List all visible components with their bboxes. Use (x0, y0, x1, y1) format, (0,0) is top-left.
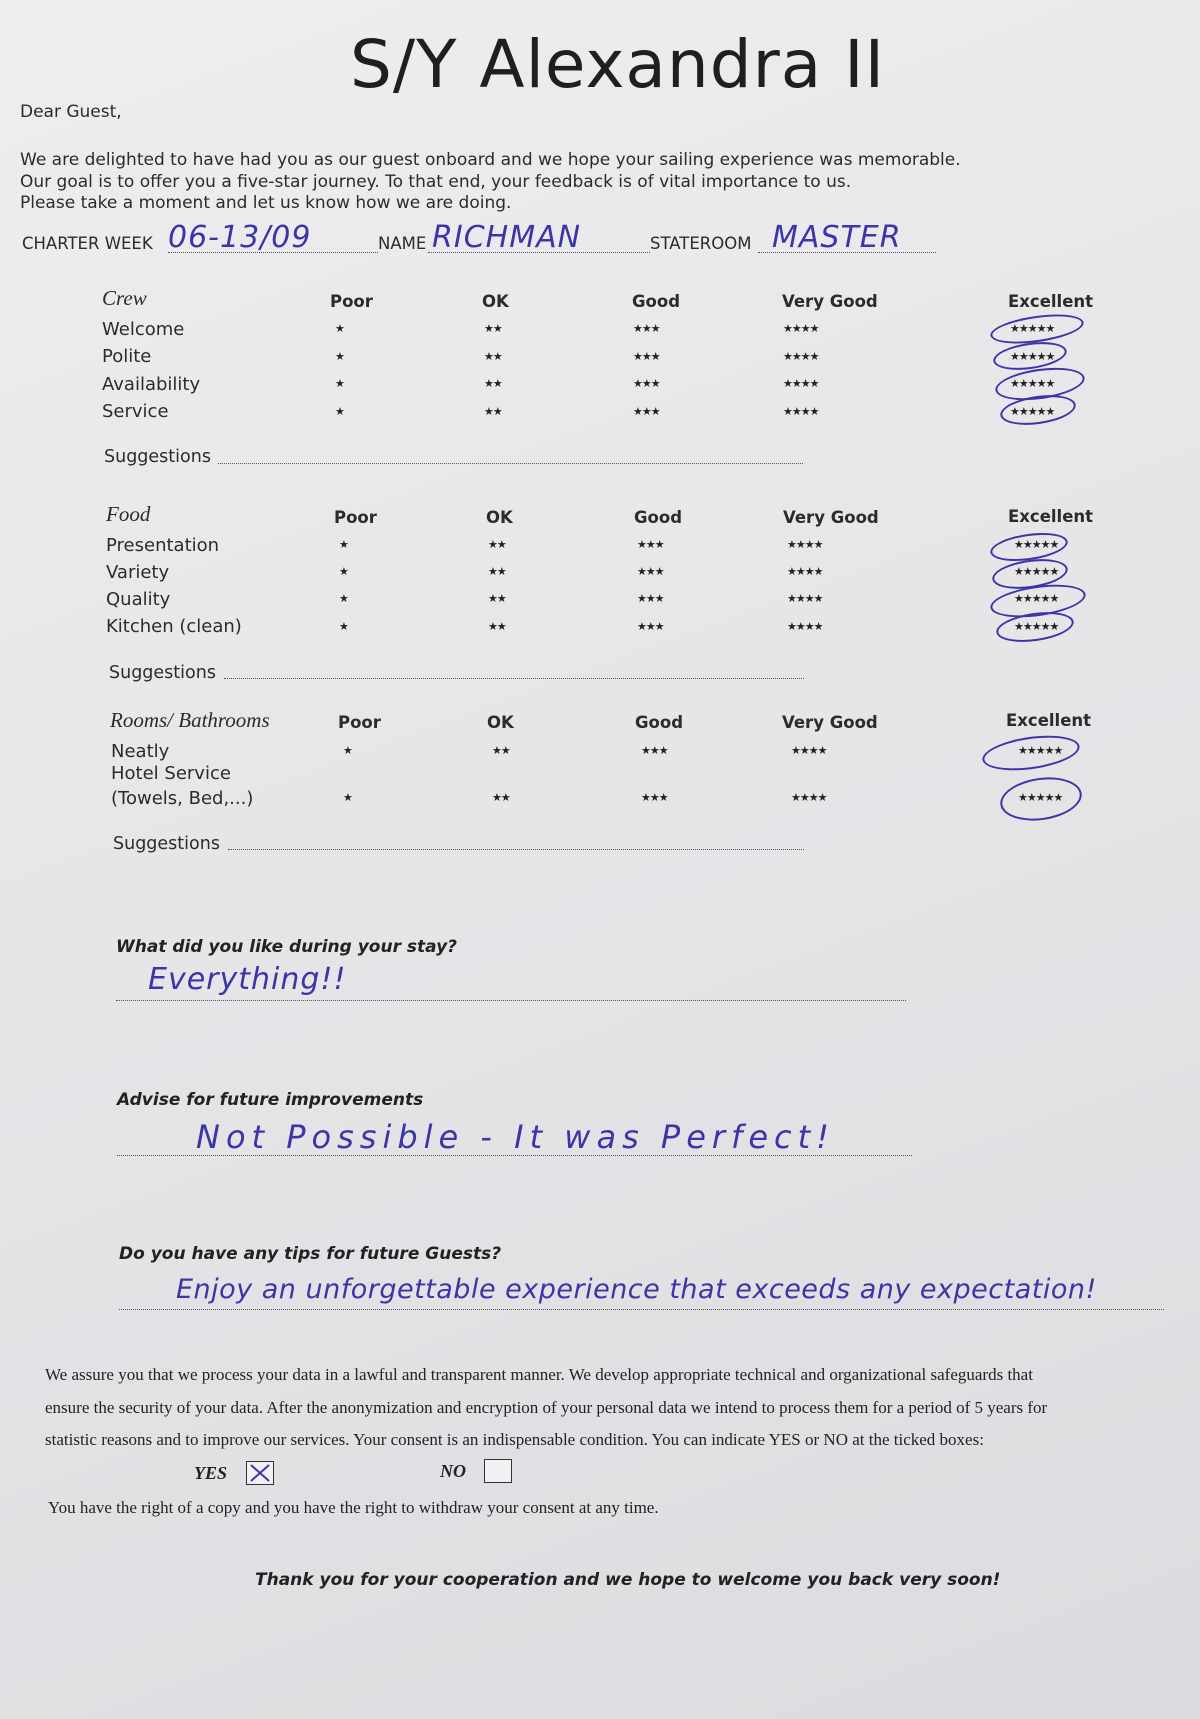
rooms-row-0-rating-poor[interactable]: ★ (343, 744, 352, 757)
rooms-row-hotel-service: Hotel Service (111, 763, 231, 784)
liked-question: What did you like during your stay? (116, 937, 458, 957)
rooms-row-1-rating-poor[interactable]: ★ (343, 791, 352, 804)
food-row-3-rating-ok[interactable]: ★★ (488, 619, 506, 633)
crew-row-1-rating-ok[interactable]: ★★ (484, 349, 502, 363)
stateroom-label: STATEROOM (650, 234, 752, 253)
col-excellent: Excellent (1008, 292, 1094, 311)
crew-row-1-rating-very-good[interactable]: ★★★★ (783, 349, 819, 363)
col-excellent: Excellent (1006, 711, 1092, 730)
consent-line-2: ensure the security of your data. After the anonymization and encryption of your personal data we intend to process them for a period of 5 years for (45, 1398, 1048, 1417)
col-excellent: Excellent (1008, 507, 1094, 526)
food-row-3-rating-good[interactable]: ★★★ (637, 619, 664, 633)
rooms-row-1-rating-good[interactable]: ★★★ (641, 791, 668, 804)
food-row-0-rating-ok[interactable]: ★★ (488, 538, 506, 551)
name-field[interactable]: RICHMAN (432, 220, 582, 255)
charter-week-label: CHARTER WEEK (22, 234, 153, 253)
food-row-3-rating-very-good[interactable]: ★★★★ (787, 619, 823, 633)
crew-row-2-rating-ok[interactable]: ★★ (484, 377, 502, 390)
col-ok: OK (486, 508, 513, 527)
rooms-section-title: Rooms/ Bathrooms (110, 708, 270, 732)
crew-row-1-rating-poor[interactable]: ★ (335, 349, 344, 363)
food-row-kitchen: Kitchen (clean) (106, 616, 242, 637)
consent-line-1: We assure you that we process your data in a lawful and transparent manner. We develop appropriate technical and organizational safeguards that (45, 1365, 1033, 1384)
food-row-2-rating-very-good[interactable]: ★★★★ (787, 592, 823, 606)
food-row-1-rating-ok[interactable]: ★★ (488, 565, 506, 579)
improve-answer[interactable]: Not Possible - It was Perfect! (196, 1118, 835, 1156)
tips-question: Do you have any tips for future Guests? (119, 1244, 502, 1264)
crew-row-0-rating-good[interactable]: ★★★ (633, 322, 660, 335)
col-very-good: Very Good (782, 292, 878, 311)
liked-answer[interactable]: Everything!! (148, 962, 347, 997)
crew-row-2-rating-good[interactable]: ★★★ (633, 377, 660, 390)
food-row-0-rating-excellent[interactable]: ★★★★★ (1014, 538, 1059, 551)
food-suggestions-field[interactable] (224, 678, 804, 679)
col-good: Good (632, 292, 681, 311)
crew-row-0-rating-very-good[interactable]: ★★★★ (783, 322, 819, 335)
food-row-0-rating-very-good[interactable]: ★★★★ (787, 538, 823, 551)
crew-row-0-rating-poor[interactable]: ★ (335, 322, 344, 335)
crew-row-1-rating-excellent[interactable]: ★★★★★ (1010, 349, 1055, 363)
food-row-2-rating-poor[interactable]: ★ (339, 592, 348, 606)
food-row-3-rating-poor[interactable]: ★ (339, 619, 348, 633)
tips-answer[interactable]: Enjoy an unforgettable experience that exceeds any expectation! (176, 1274, 1097, 1305)
greeting: Dear Guest, (20, 102, 122, 122)
rooms-suggestions-label: Suggestions (113, 834, 220, 854)
col-very-good: Very Good (782, 713, 878, 732)
charter-week-field[interactable]: 06-13/09 (168, 220, 312, 255)
rooms-row-0-rating-good[interactable]: ★★★ (641, 744, 668, 757)
food-row-1-rating-good[interactable]: ★★★ (637, 565, 664, 579)
crew-row-2-rating-excellent[interactable]: ★★★★★ (1010, 377, 1055, 390)
food-row-2-rating-excellent[interactable]: ★★★★★ (1014, 592, 1059, 606)
rooms-row-towels-bed: (Towels, Bed,...) (111, 788, 254, 809)
crew-row-0-rating-excellent[interactable]: ★★★★★ (1010, 322, 1055, 335)
crew-row-3-rating-excellent[interactable]: ★★★★★ (1010, 404, 1055, 418)
rooms-row-0-rating-very-good[interactable]: ★★★★ (791, 744, 827, 757)
rooms-row-neatly: Neatly (111, 741, 170, 762)
rooms-row-0-rating-ok[interactable]: ★★ (492, 744, 510, 757)
checkbox-x-icon (247, 1462, 273, 1484)
crew-row-3-rating-poor[interactable]: ★ (335, 404, 344, 418)
food-row-0-rating-good[interactable]: ★★★ (637, 538, 664, 551)
crew-row-polite: Polite (102, 346, 152, 367)
consent-yes-checkbox[interactable] (246, 1461, 274, 1485)
food-row-3-rating-excellent[interactable]: ★★★★★ (1014, 619, 1059, 633)
col-ok: OK (487, 713, 514, 732)
food-section-title: Food (106, 502, 151, 526)
crew-row-2-rating-poor[interactable]: ★ (335, 377, 344, 390)
food-row-2-rating-ok[interactable]: ★★ (488, 592, 506, 606)
food-row-1-rating-poor[interactable]: ★ (339, 565, 348, 579)
col-poor: Poor (338, 713, 381, 732)
crew-row-availability: Availability (102, 374, 201, 395)
crew-row-1-rating-good[interactable]: ★★★ (633, 349, 660, 363)
food-row-0-rating-poor[interactable]: ★ (339, 538, 348, 551)
crew-row-service: Service (102, 401, 169, 422)
col-poor: Poor (330, 292, 373, 311)
food-row-1-rating-very-good[interactable]: ★★★★ (787, 565, 823, 579)
rooms-row-0-rating-excellent[interactable]: ★★★★★ (1018, 744, 1063, 757)
consent-no-label: NO (440, 1461, 466, 1481)
crew-row-welcome: Welcome (102, 319, 185, 340)
food-row-presentation: Presentation (106, 535, 220, 556)
col-ok: OK (482, 292, 509, 311)
rooms-row-1-rating-very-good[interactable]: ★★★★ (791, 791, 827, 804)
stateroom-field[interactable]: MASTER (772, 220, 902, 255)
crew-row-0-rating-ok[interactable]: ★★ (484, 322, 502, 335)
col-good: Good (634, 508, 683, 527)
col-poor: Poor (334, 508, 377, 527)
col-very-good: Very Good (783, 508, 879, 527)
footer-thanks: Thank you for your cooperation and we hope to welcome you back very soon! (255, 1570, 1001, 1590)
crew-row-2-rating-very-good[interactable]: ★★★★ (783, 377, 819, 390)
col-good: Good (635, 713, 684, 732)
name-label: NAME (378, 234, 427, 253)
crew-row-3-rating-good[interactable]: ★★★ (633, 404, 660, 418)
crew-suggestions-label: Suggestions (104, 447, 211, 467)
crew-row-3-rating-very-good[interactable]: ★★★★ (783, 404, 819, 418)
crew-suggestions-field[interactable] (218, 463, 803, 464)
crew-row-3-rating-ok[interactable]: ★★ (484, 404, 502, 418)
food-row-quality: Quality (106, 589, 171, 610)
consent-yes-label: YES (194, 1463, 228, 1483)
rooms-suggestions-field[interactable] (228, 849, 804, 850)
intro-line-1: We are delighted to have had you as our guest onboard and we hope your sailing experience was memorable. (20, 150, 961, 170)
rooms-row-1-rating-ok[interactable]: ★★ (492, 791, 510, 804)
consent-no-checkbox[interactable] (484, 1459, 512, 1483)
rooms-row-1-rating-excellent[interactable]: ★★★★★ (1018, 791, 1063, 804)
intro-line-2: Our goal is to offer you a five-star journey. To that end, your feedback is of vital importance to us. (20, 172, 852, 192)
page-title: S/Y Alexandra II (350, 26, 886, 103)
consent-rights: You have the right of a copy and you have the right to withdraw your consent at any time. (48, 1498, 659, 1517)
food-suggestions-label: Suggestions (109, 663, 216, 683)
food-row-1-rating-excellent[interactable]: ★★★★★ (1014, 565, 1059, 579)
improve-question: Advise for future improvements (117, 1090, 424, 1110)
food-row-2-rating-good[interactable]: ★★★ (637, 592, 664, 606)
consent-line-3: statistic reasons and to improve our services. Your consent is an indispensable condition. You can indicate YES or NO at the ticked boxes: (45, 1430, 984, 1449)
food-row-variety: Variety (106, 562, 170, 583)
intro-line-3: Please take a moment and let us know how we are doing. (20, 193, 512, 213)
crew-section-title: Crew (102, 286, 147, 310)
